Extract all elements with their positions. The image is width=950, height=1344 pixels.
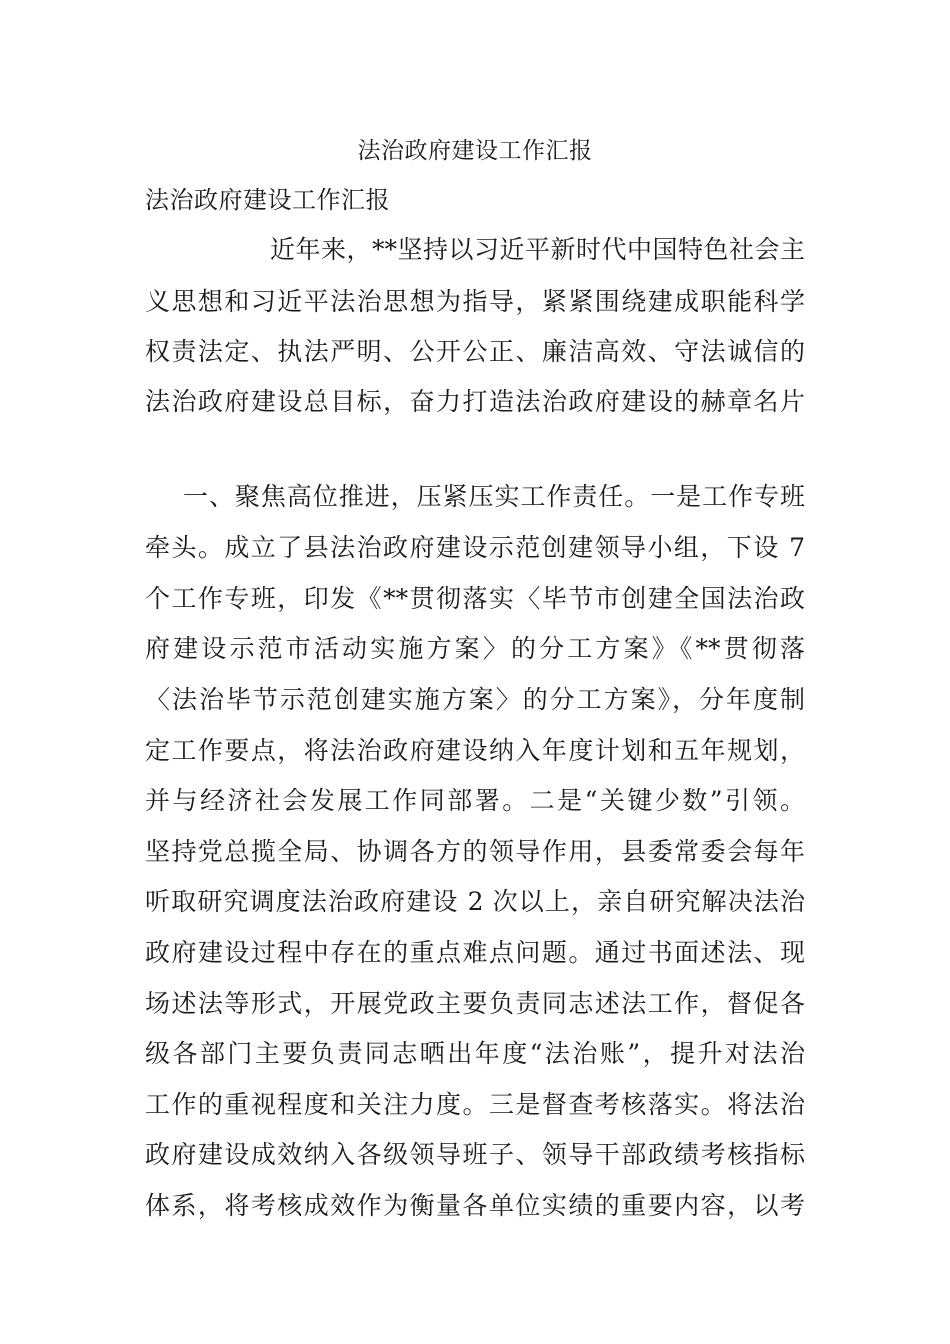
paragraph-line: 政府建设成效纳入各级领导班子、领导干部政绩考核指标 xyxy=(145,1140,805,1169)
paragraph-line: 并与经济社会发展工作同部署。二是“关键少数”引领。 xyxy=(145,786,805,815)
paragraph-line: 近年来，**坚持以习近平新时代中国特色社会主 xyxy=(270,235,805,264)
paragraph-line: 权责法定、执法严明、公开公正、廉洁高效、守法诚信的 xyxy=(145,337,805,366)
document-subtitle: 法治政府建设工作汇报 xyxy=(145,186,390,214)
document-title: 法治政府建设工作汇报 xyxy=(357,138,593,164)
paragraph-line: 义思想和习近平法治思想为指导，紧紧围绕建成职能科学 xyxy=(145,287,805,316)
paragraph-line: 工作的重视程度和关注力度。三是督查考核落实。将法治 xyxy=(145,1090,805,1119)
paragraph-line: 场述法等形式，开展党政主要负责同志述法工作，督促各 xyxy=(145,989,805,1018)
paragraph-line: 法治政府建设总目标，奋力打造法治政府建设的赫章名片 xyxy=(145,387,805,416)
paragraph-line: 定工作要点，将法治政府建设纳入年度计划和五年规划， xyxy=(145,736,805,765)
paragraph-line: 级各部门主要负责同志晒出年度“法治账”，提升对法治 xyxy=(145,1039,805,1068)
paragraph-line: 坚持党总揽全局、协调各方的领导作用，县委常委会每年 xyxy=(145,837,805,866)
paragraph-line: 体系，将考核成效作为衡量各单位实绩的重要内容，以考 xyxy=(145,1191,805,1220)
paragraph-line: 政府建设过程中存在的重点难点问题。通过书面述法、现 xyxy=(145,938,805,967)
paragraph-line: 个工作专班，印发《**贯彻落实〈毕节市创建全国法治政 xyxy=(145,584,805,613)
paragraph-line: 府建设示范市活动实施方案〉的分工方案》《**贯彻落 xyxy=(145,634,805,663)
paragraph-line: 听取研究调度法治政府建设 2 次以上，亲自研究解决法治 xyxy=(145,887,805,916)
paragraph-line: 一、聚焦高位推进，压紧压实工作责任。一是工作专班 xyxy=(183,482,805,511)
paragraph-line: 牵头。成立了县法治政府建设示范创建领导小组，下设 7 xyxy=(145,533,805,562)
paragraph-line: 〈法治毕节示范创建实施方案〉的分工方案》，分年度制 xyxy=(145,685,805,714)
